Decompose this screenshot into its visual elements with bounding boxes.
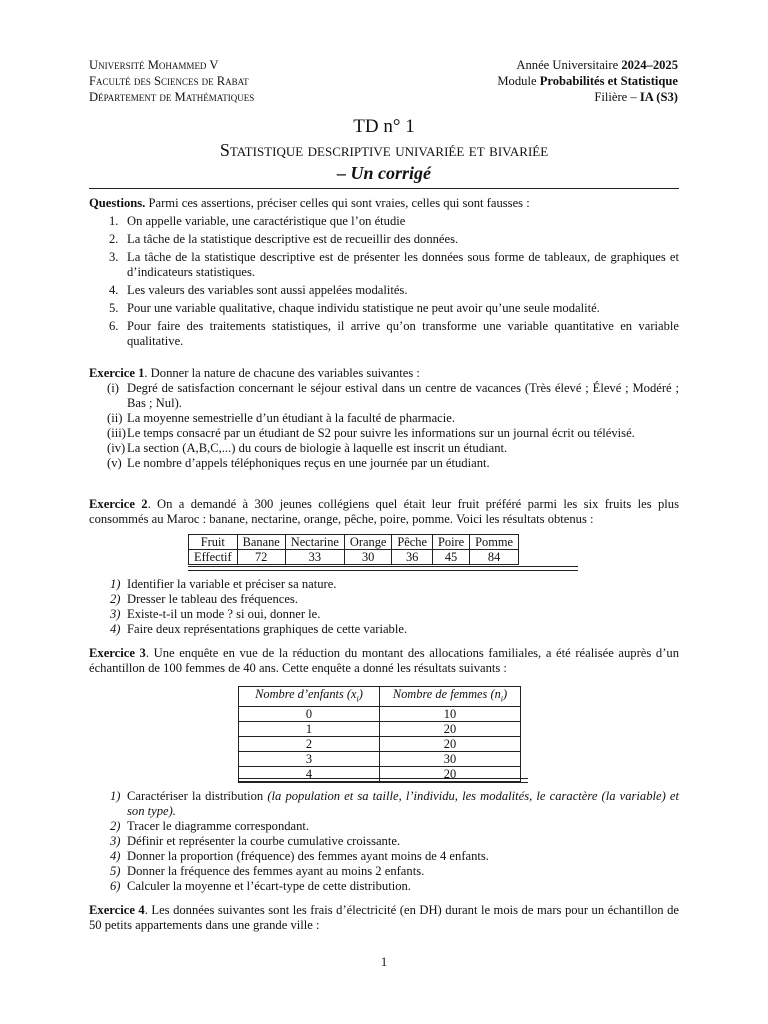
table-cell: Poire: [432, 535, 469, 550]
list-item: (iv) La section (A,B,C,...) du cours de biologie à laquelle est inscrit un étudiant.: [107, 441, 508, 455]
table-cell: Banane: [237, 535, 285, 550]
exercise-3-intro: [89, 646, 679, 676]
table-cell: 2: [239, 737, 380, 752]
header-course-info: [338, 57, 678, 105]
table-cell: 20: [380, 767, 521, 782]
exercise-1-label: Exercice 1: [89, 366, 145, 380]
children-table: [238, 686, 521, 782]
table-cell: 20: [380, 722, 521, 737]
page-number: 1: [380, 955, 388, 969]
table-row: [239, 752, 521, 767]
list-item: 1) Caractériser la distribution (la population et sa taille, l’individu, les modalités, le caractère (la variable) et son type).: [110, 789, 680, 818]
list-item: 5) Donner la fréquence des femmes ayant au moins 2 enfants.: [110, 864, 425, 878]
exercise-4-intro: [89, 903, 679, 933]
table-cell: Effectif: [189, 550, 238, 565]
module-label: Module: [497, 74, 540, 88]
list-item: 3. La tâche de la statistique descriptive est de présenter les données sous forme de tableaux, de graphiques et d’indicateurs statistiques.: [109, 250, 679, 279]
exercise-4-label: Exercice 4: [89, 903, 145, 917]
title-rule: [89, 188, 679, 189]
table-cell: 30: [380, 752, 521, 767]
list-item: 6. Pour faire des traitements statistiques, il arrive qu’on transforme une variable quantitative en variable qualitative.: [109, 319, 679, 348]
exercise-2-questions: [89, 577, 679, 637]
table-double-rule: [238, 778, 528, 783]
table-cell: Pêche: [392, 535, 433, 550]
table-cell: 45: [432, 550, 469, 565]
table-row: [239, 722, 521, 737]
table-cell: 36: [392, 550, 433, 565]
list-item: 1. On appelle variable, une caractéristique que l’on étudie: [109, 214, 406, 228]
list-item: (v) Le nombre d’appels téléphoniques reçus en une journée par un étudiant.: [107, 456, 490, 470]
exercise-1-intro-text: . Donner la nature de chacune des variables suivantes :: [144, 366, 420, 380]
list-item: 2. La tâche de la statistique descriptive est de recueillir des données.: [109, 232, 459, 246]
questions-list: [89, 214, 679, 349]
table-cell: Fruit: [189, 535, 238, 550]
list-item: 6) Calculer la moyenne et l’écart-type de cette distribution.: [110, 879, 411, 893]
table-cell: Nectarine: [285, 535, 344, 550]
questions-intro: [89, 196, 679, 211]
document-subtitle: Statistique descriptive univariée et bivariée: [219, 140, 549, 160]
exercise-3-question-list: [89, 789, 679, 894]
list-item: 1) Identifier la variable et préciser sa nature.: [110, 577, 337, 591]
exercise-2-intro-text: . On a demandé à 300 jeunes collégiens quel était leur fruit préféré parmi les six fruits les plus consommés au Maroc : banane, nectarine, orange, pêche, poire, pomme. Voici les résultats obtenus :: [89, 497, 679, 526]
list-item: 4) Donner la proportion (fréquence) des femmes ayant moins de 4 enfants.: [110, 849, 489, 863]
list-item: 5. Pour une variable qualitative, chaque individu statistique ne peut avoir qu’une seule modalité.: [109, 301, 600, 315]
faculty-name: Faculté des Sciences de Rabat: [89, 74, 249, 88]
list-item: 3) Définir et représenter la courbe cumulative croissante.: [110, 834, 401, 848]
document-title: TD n° 1: [353, 116, 415, 137]
table-row: [189, 535, 519, 550]
filiere-label: Filière –: [594, 90, 640, 104]
list-item: (ii) La moyenne semestrielle d’un étudiant à la faculté de pharmacie.: [107, 411, 455, 425]
fruit-table: [188, 534, 519, 565]
questions-section: [89, 196, 679, 352]
exercise-1: [89, 366, 679, 471]
exercise-2-intro: [89, 497, 679, 527]
table-row: [239, 687, 521, 707]
list-item: (i) Degré de satisfaction concernant le séjour estival dans un centre de vacances (Très élevé ; Élevé ; Modéré ; Bas ; Nul).: [107, 381, 679, 410]
document-subtitle-corrige: – Un corrigé: [337, 163, 431, 183]
list-item: 4) Faire deux représentations graphiques de cette variable.: [110, 622, 408, 636]
table-cell: Orange: [344, 535, 391, 550]
table-header-children: Nombre d’enfants $(x_i)$: [239, 687, 380, 707]
university-name: Université Mohammed V: [89, 58, 219, 72]
exercise-1-list: [89, 381, 679, 471]
academic-year: [338, 57, 678, 73]
table-cell: 1: [239, 722, 380, 737]
list-item: 4. Les valeurs des variables sont aussi appelées modalités.: [109, 283, 408, 297]
filiere-value: IA (S3): [639, 90, 678, 104]
exercise-3-intro-text: . Une enquête en vue de la réduction du montant des allocations familiales, a été réalisée auprès d’un échantillon de 100 femmes de 40 ans. Cette enquête a donné les résultats suivants :: [89, 646, 679, 675]
table-cell: 0: [239, 707, 380, 722]
table-cell: Pomme: [470, 535, 519, 550]
exercise-4-intro-text: . Les données suivantes sont les frais d’électricité (en DH) durant le mois de mars pour un échantillon de 50 petits appartements dans une grande ville :: [89, 903, 679, 932]
exercise-1-intro: [89, 366, 679, 381]
table-cell: 3: [239, 752, 380, 767]
table-cell: 30: [344, 550, 391, 565]
table-cell: 72: [237, 550, 285, 565]
table-cell: 10: [380, 707, 521, 722]
table-cell: 84: [470, 550, 519, 565]
questions-intro-text: Parmi ces assertions, préciser celles qui sont vraies, celles qui sont fausses :: [145, 196, 530, 210]
academic-year-label: Année Universitaire: [516, 58, 622, 72]
exercise-3-label: Exercice 3: [89, 646, 146, 660]
filiere: [338, 89, 678, 105]
table-cell: 4: [239, 767, 380, 782]
list-item: (iii) Le temps consacré par un étudiant de S2 pour suivre les informations sur un journal écrit ou télévisé.: [107, 426, 635, 440]
department-name: Département de Mathématiques: [89, 90, 255, 104]
table-cell: 20: [380, 737, 521, 752]
table-header-women: Nombre de femmes $(n_i)$: [380, 687, 521, 707]
table-row: [189, 550, 519, 565]
table-row: [239, 707, 521, 722]
table-cell: 33: [285, 550, 344, 565]
module: [338, 73, 678, 89]
exercise-2-question-list: [89, 577, 679, 637]
list-item: 2) Dresser le tableau des fréquences.: [110, 592, 298, 606]
module-value: Probabilités et Statistique: [539, 74, 678, 88]
table-double-rule: [188, 566, 578, 571]
list-item: 2) Tracer le diagramme correspondant.: [110, 819, 310, 833]
questions-label: Questions.: [89, 196, 146, 210]
exercise-2-label: Exercice 2: [89, 497, 148, 511]
table-row: [239, 737, 521, 752]
exercise-3-questions: [89, 789, 679, 894]
list-item: 3) Existe-t-il un mode ? si oui, donner le.: [110, 607, 321, 621]
academic-year-value: 2024–2025: [621, 58, 678, 72]
